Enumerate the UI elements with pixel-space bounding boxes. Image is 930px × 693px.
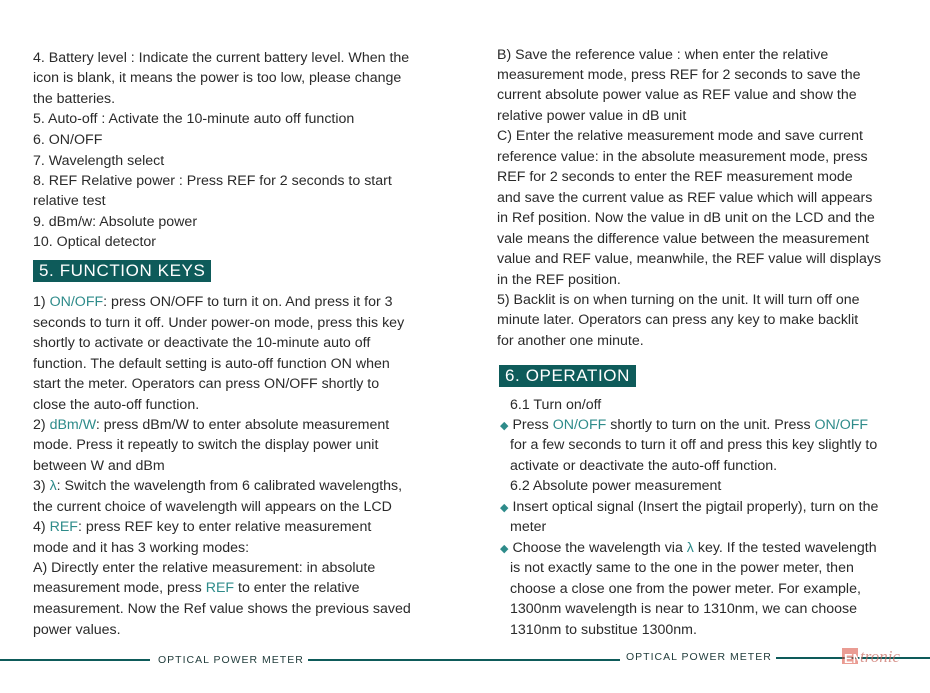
- text-span: Press: [512, 417, 549, 433]
- section-header-operation: 6. OPERATION: [499, 365, 636, 387]
- text-line: [33, 558, 375, 578]
- text-line: [497, 45, 828, 65]
- text-line: [510, 579, 861, 599]
- text-line: [33, 232, 156, 252]
- text-span: Choose the wavelength via: [512, 540, 683, 556]
- text-span: : press REF key to enter relative measurement: [77, 519, 372, 535]
- text-line: [510, 435, 877, 455]
- text-span: measurement mode, press REF for 2 seconds to save the: [497, 67, 861, 83]
- text-span: shortly to activate or deactivate the 10-minute auto off: [33, 335, 371, 351]
- text-span: B) Save the reference value : when enter the relative: [497, 47, 829, 63]
- text-span: reference value: in the absolute measurement mode, press: [497, 149, 868, 165]
- text-span: measurement. Now the Ref value shows the previous saved: [33, 601, 411, 617]
- text-span: mode and it has 3 working modes:: [33, 540, 250, 556]
- text-span: 1310nm to substitue 1300nm.: [510, 622, 697, 638]
- key-name: REF: [49, 519, 78, 535]
- key-name: dBm/W: [49, 417, 96, 433]
- key-name: REF: [205, 580, 235, 596]
- text-line: [33, 89, 115, 109]
- text-span: for another one minute.: [497, 333, 644, 349]
- text-span: mode. Press it repeatly to switch the display power unit: [33, 437, 379, 453]
- text-span: 6. ON/OFF: [33, 132, 103, 148]
- text-span: icon is blank, it means the power is too low, please change: [33, 70, 402, 86]
- text-span: for a few seconds to turn it off and press this key slightly to: [510, 437, 878, 453]
- text-line: [510, 599, 857, 619]
- text-line: [33, 212, 197, 232]
- text-line: [33, 151, 164, 171]
- footer-label-left: OPTICAL POWER METER: [158, 654, 304, 666]
- text-span: seconds to turn it off. Under power-on mode, press this key: [33, 315, 405, 331]
- text-span: to enter the relative: [238, 580, 360, 596]
- text-span: : press ON/OFF to turn it on. And press it for 3: [103, 294, 393, 310]
- text-line: [33, 68, 401, 88]
- key-name: ON/OFF: [49, 294, 104, 310]
- text-line: [33, 517, 371, 537]
- entronic-logo-text: tronic: [860, 647, 900, 666]
- text-line: [33, 435, 378, 455]
- text-line: [33, 171, 392, 191]
- subheading: [510, 476, 721, 496]
- text-line: [497, 249, 881, 269]
- text-line: [33, 415, 389, 435]
- text-line: [497, 85, 857, 105]
- text-line: [33, 456, 165, 476]
- text-line: [497, 229, 869, 249]
- text-span: between W and dBm: [33, 458, 165, 474]
- text-line: [497, 126, 863, 146]
- text-span: relative power value in dB unit: [497, 108, 687, 124]
- text-line: [33, 538, 249, 558]
- text-span: Press REF for 2 seconds to start: [186, 173, 392, 189]
- text-span: function. The default setting is auto-off function ON when: [33, 356, 390, 372]
- text-span: relative test: [33, 193, 106, 209]
- text-span: in the REF position.: [497, 272, 621, 288]
- text-line: [33, 620, 121, 640]
- text-span: 5) Backlit is on when turning on the unit. It will turn off one: [497, 292, 860, 308]
- text-line: [33, 333, 370, 353]
- text-line: [497, 290, 860, 310]
- bullet-icon: ◆: [500, 420, 509, 432]
- key-name: ON/OFF: [814, 417, 869, 433]
- text-line: [510, 558, 854, 578]
- text-line: [33, 130, 102, 150]
- text-span: value and REF value, meanwhile, the REF value will displays: [497, 251, 882, 267]
- text-span: : Switch the wavelength from 6 calibrated wavelengths,: [56, 478, 403, 494]
- text-span: activate or deactivate the auto-off function.: [510, 458, 778, 474]
- text-span: 10. Optical detector: [33, 234, 157, 250]
- bullet-line: [500, 415, 868, 436]
- footer-rule-left-a: [0, 659, 150, 661]
- text-line: [33, 395, 199, 415]
- lambda-symbol: λ: [49, 478, 57, 494]
- text-span: A) Directly enter the relative measurement: in absolute: [33, 560, 376, 576]
- subheading: [510, 395, 601, 415]
- text-span: start the meter. Operators can press ON/OFF shortly to: [33, 376, 380, 392]
- text-span: in Ref position. Now the value in dB unit on the LCD and the: [497, 210, 875, 226]
- text-line: [33, 578, 359, 598]
- text-span: 5. Auto-off :: [33, 111, 106, 127]
- text-line: [33, 497, 392, 517]
- text-span: vale means the difference value between the measurement: [497, 231, 869, 247]
- text-span: power values.: [33, 622, 121, 638]
- text-span: choose a close one from the power meter. For example,: [510, 581, 861, 597]
- text-line: [497, 208, 875, 228]
- text-line: [510, 456, 777, 476]
- footer-label-right: OPTICAL POWER METER: [626, 651, 772, 663]
- text-line: [497, 331, 644, 351]
- text-span: Activate the 10-minute auto off function: [108, 111, 355, 127]
- text-line: [33, 313, 404, 333]
- svg-text:EN: EN: [844, 651, 863, 666]
- text-line: [497, 167, 853, 187]
- text-line: [510, 517, 546, 537]
- text-line: [33, 191, 106, 211]
- text-span: meter: [510, 519, 547, 535]
- text-span: key. If the tested wavelength: [697, 540, 877, 556]
- text-span: 3): [33, 478, 46, 494]
- text-span: 1300nm wavelength is near to 1310nm, we can choose: [510, 601, 858, 617]
- text-span: is not exactly same to the one in the power meter, then: [510, 560, 854, 576]
- text-line: [33, 292, 393, 312]
- text-span: shortly to turn on the unit. Press: [610, 417, 811, 433]
- text-span: 8. REF Relative power :: [33, 173, 183, 189]
- text-span: 9. dBm/w:: [33, 214, 97, 230]
- text-line: [497, 188, 872, 208]
- text-span: 2): [33, 417, 46, 433]
- text-line: [33, 109, 354, 129]
- text-line: [497, 310, 858, 330]
- text-span: the current choice of wavelength will appears on the LCD: [33, 499, 392, 515]
- text-line: [510, 620, 697, 640]
- text-span: 4): [33, 519, 46, 535]
- text-line: [33, 476, 402, 496]
- text-line: [33, 374, 379, 394]
- text-span: REF for 2 seconds to enter the REF measurement mode: [497, 169, 853, 185]
- text-span: the batteries.: [33, 91, 116, 107]
- text-line: [497, 270, 621, 290]
- text-span: and save the current value as REF value which will appears: [497, 190, 873, 206]
- text-line: [497, 147, 868, 167]
- text-span: Absolute power: [99, 214, 198, 230]
- text-span: C) Enter the relative measurement mode and save current: [497, 128, 863, 144]
- text-span: 6.1 Turn on/off: [510, 397, 602, 413]
- footer-rule-center: [308, 659, 620, 661]
- bullet-icon: ◆: [500, 502, 509, 514]
- lambda-symbol: λ: [686, 540, 694, 556]
- section-header-function-keys: 5. FUNCTION KEYS: [33, 260, 211, 282]
- text-span: 4. Battery level : Indicate the current battery level. When the: [33, 50, 410, 66]
- bullet-line: [500, 497, 878, 518]
- text-span: measurement mode, press: [33, 580, 202, 596]
- text-span: 6.2 Absolute power measurement: [510, 478, 722, 494]
- key-name: ON/OFF: [552, 417, 607, 433]
- text-line: [33, 354, 390, 374]
- text-span: minute later. Operators can press any key to make backlit: [497, 312, 859, 328]
- text-span: close the auto-off function.: [33, 397, 200, 413]
- text-span: 7. Wavelength select: [33, 153, 165, 169]
- text-line: [33, 599, 411, 619]
- entronic-logo: [836, 622, 930, 688]
- text-span: Insert optical signal (Insert the pigtail properly), turn on the: [512, 499, 879, 515]
- text-line: [497, 65, 861, 85]
- text-span: : press dBm/W to enter absolute measurement: [95, 417, 390, 433]
- text-line: [497, 106, 686, 126]
- bullet-line: [500, 538, 877, 559]
- text-span: current absolute power value as REF value and show the: [497, 87, 857, 103]
- bullet-icon: ◆: [500, 543, 509, 555]
- text-line: [33, 48, 409, 68]
- text-span: 1): [33, 294, 46, 310]
